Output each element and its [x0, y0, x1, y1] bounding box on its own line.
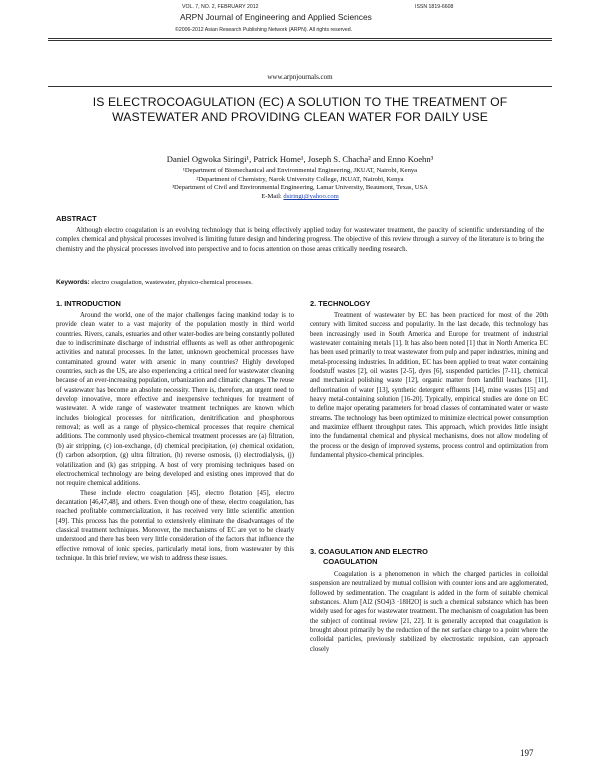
affiliation: ³Department of Civil and Environmental Engineering, Lamar University, Beaumont, Texas, USA [172, 184, 428, 191]
author-list: Daniel Ogwoka Siringi¹, Patrick Home¹, Joseph S. Chacha² and Enno Koehn³ [166, 154, 434, 164]
abstract-heading: ABSTRACT [56, 214, 97, 223]
abstract-text: Although electro coagulation is an evolving technology that is being effectively applied today for wastewater treatment, the paucity of scientific understanding of the complex chemical and physical processes involved is limiting future design and hindering progress. The objective of this review through a survey of the literature is to bring the chemistry and the physical processes involved into perspective and to focus attention on those areas critically needing research. [56, 227, 544, 253]
paper-title: IS ELECTROCOAGULATION (EC) A SOLUTION TO THE TREATMENT OF WASTEWATER AND PROVIDING CLEAN WATER FOR DAILY USE [92, 95, 508, 124]
heading-line: 3. COAGULATION AND ELECTRO [310, 547, 428, 556]
email-label: E-Mail: [261, 193, 282, 200]
copyright: ©2006-2012 Asian Research Publishing Network (ARPN). All rights reserved. [175, 27, 353, 33]
page-number: 197 [520, 748, 534, 758]
affiliation: ²Department of Chemistry, Narok University College, JKUAT, Nairobi, Kenya [196, 175, 404, 183]
paragraph: Coagulation is a phenomenon in which the charged particles in colloidal suspension are neutralized by mutual collision with counter ions and are agglomerated, followed by sedimentation. The coagulant is added in the form of suitable chemical substances. Alum [Al2 (SO4)3 ·18H2O] is such a chemical substance which has been widely used for ages for wastewater treatment. The mechanism of coagulation has been the subject of continual review [21, 22]. It is generally accepted that coagulation is brought about primarily by the reduction of the net surface charge to a point where the colloidal particles, previously stabilized by electrostatic repulsion, can approach closely [310, 571, 548, 653]
journal-website[interactable]: www.arpnjournals.com [267, 73, 333, 81]
author-email-link[interactable]: dsiringi@yahoo.com [283, 193, 339, 200]
keywords-line [56, 279, 253, 286]
section-heading-coagulation [310, 547, 428, 567]
header-rule-2 [48, 40, 552, 41]
paragraph: Around the world, one of the major challenges facing mankind today is to provide clean water to a vast majority of the population mostly in third world countries. Rivers, canals, estuaries and other water-bodies are being constantly polluted due to indiscriminate discharge of industrial effluents as well as other anthropogenic activities and natural processes. In the latter, unknown geochemical processes have contaminated ground water with arsenic in many countries? Highly developed countries, such as the US, are also experiencing a critical need for wastewater cleaning because of an ever-increasing population, urbanization and climatic changes. The reuse of wastewater has become an absolute necessity. There is, therefore, an urgent need to develop innovative, more effective and inexpensive techniques for treatment of wastewater. A wide range of wastewater treatment techniques are known which includes biological processes for nitrification, denitrification and phosphorous removal; as well as a range of physico-chemical processes that require chemical additions. The commonly used physico-chemical treatment processes are (a) filtration, (b) air stripping, (c) ion-exchange, (d) chemical precipitation, (e) chemical oxidation, (f) carbon adsorption, (g) ultra filtration, (h) reverse osmosis, (i) electrodialysis, (j) volatilization and (k) gas stripping. A host of very promising techniques based on electrochemical technology are being developed and existing ones improved that do not require chemical additions. [56, 312, 294, 488]
keywords-label: Keywords: [56, 279, 90, 286]
left-column [56, 311, 294, 563]
paragraph: These include electro coagulation [45], electro flotation [45], electro decantation [46,47,48], and others. Even though one of these, electro coagulation, has reached profitable commercialization, it has received very little scientific attention [49]. This process has the potential to extensively eliminate the disadvantages of the classical treatment techniques. Moreover, the mechanisms of EC are yet to be clearly understood and there has been very little consideration of the factors that influence the effective removal of ionic species, particularly metal ions, from wastewater by this technique. In this brief review, we wish to address these issues. [56, 489, 294, 562]
volume-info: VOL. 7, NO. 2, FEBRUARY 2012 [182, 4, 259, 10]
journal-name: ARPN Journal of Engineering and Applied Sciences [180, 12, 372, 22]
heading-line: COAGULATION [323, 557, 378, 566]
paragraph: Treatment of wastewater by EC has been practiced for most of the 20th century with limited success and popularity. In the last decade, this technology has been increasingly used in South America and Europe for treatment of industrial wastewater containing metals [1]. It has also been noted [1] that in North America EC has been used primarily to treat wastewater from pulp and paper industries, mining and metal-processing industries. In addition, EC has been applied to treat water containing foodstuff wastes [2], oil wastes [2-5], dyes [6], suspended particles [7-11], chemical and mechanical polishing waste [12], organic matter from landfill leachates [11], defluorination of water [13], synthetic detergent effluents [14], mine wastes [15] and heavy metal-containing solution [16-20]. Typically, empirical studies are done on EC to define major operating parameters for broad classes of contaminated water or waste streams. The technology has been optimized to minimize electrical power consumption and maximize effluent throughput rates. This approach, which provides little insight into the fundamental chemical and physical mechanisms, does not allow modeling of the process or the design of improved systems, process control and optimization from fundamental physico-chemical principles. [310, 312, 548, 460]
section-heading-technology: 2. TECHNOLOGY [310, 299, 371, 308]
keywords: electro coagulation, wastewater, physico-chemical processes. [91, 279, 253, 286]
header-rule [48, 38, 552, 39]
issn: ISSN 1819-6608 [415, 4, 454, 10]
website-rule [48, 86, 552, 87]
section-heading-introduction: 1. INTRODUCTION [56, 299, 121, 308]
email-line [0, 193, 600, 201]
right-column-continued [310, 570, 548, 654]
affiliation: ¹Department of Biomechanical and Environmental Engineering, JKUAT, Nairobi, Kenya [182, 167, 418, 174]
right-column [310, 311, 548, 461]
